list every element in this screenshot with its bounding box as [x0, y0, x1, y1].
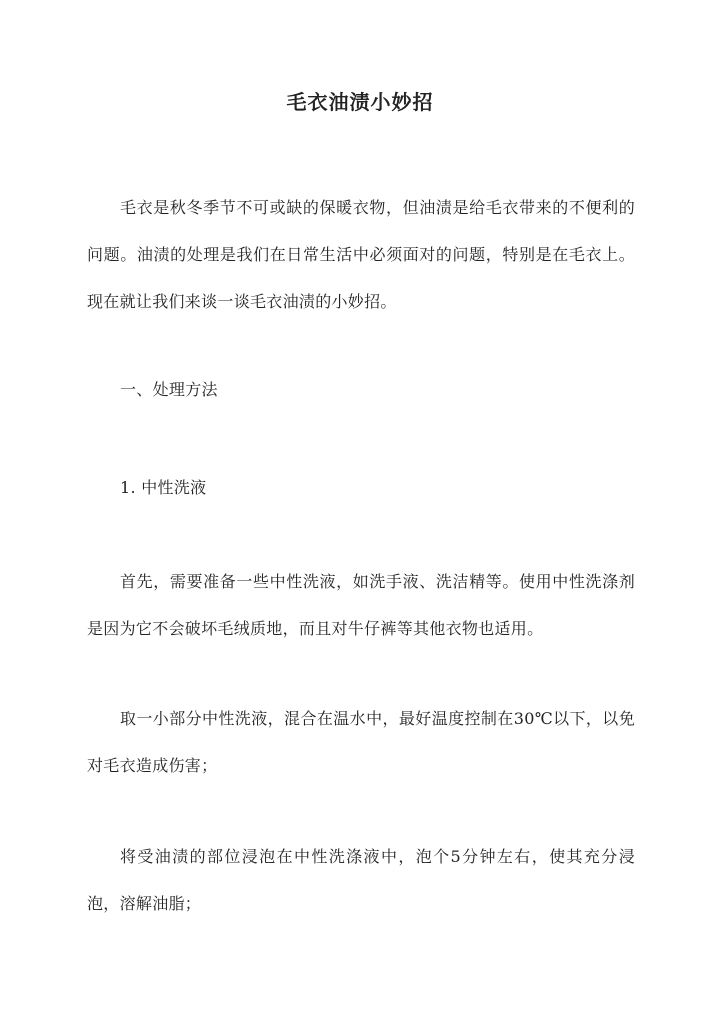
body-paragraph: 首先，需要准备一些中性洗液，如洗手液、洗洁精等。使用中性洗涤剂是因为它不会破坏毛绒质地，而且对牛仔裤等其他衣物也适用。 [87, 572, 635, 638]
section-heading: 一、处理方法 [120, 380, 218, 399]
document-title: 毛衣油渍小妙招 [286, 90, 434, 114]
body-paragraph: 取一小部分中性洗液，混合在温水中，最好温度控制在30℃以下，以免对毛衣造成伤害； [87, 709, 635, 775]
subsection-heading: 1. 中性洗液 [120, 478, 207, 497]
body-paragraph: 将受油渍的部位浸泡在中性洗涤液中，泡个5分钟左右，使其充分浸泡，溶解油脂； [87, 847, 635, 913]
intro-paragraph: 毛衣是秋冬季节不可或缺的保暖衣物，但油渍是给毛衣带来的不便利的问题。油渍的处理是我们在日常生活中必须面对的问题，特别是在毛衣上。现在就让我们来谈一谈毛衣油渍的小妙招。 [87, 198, 635, 311]
